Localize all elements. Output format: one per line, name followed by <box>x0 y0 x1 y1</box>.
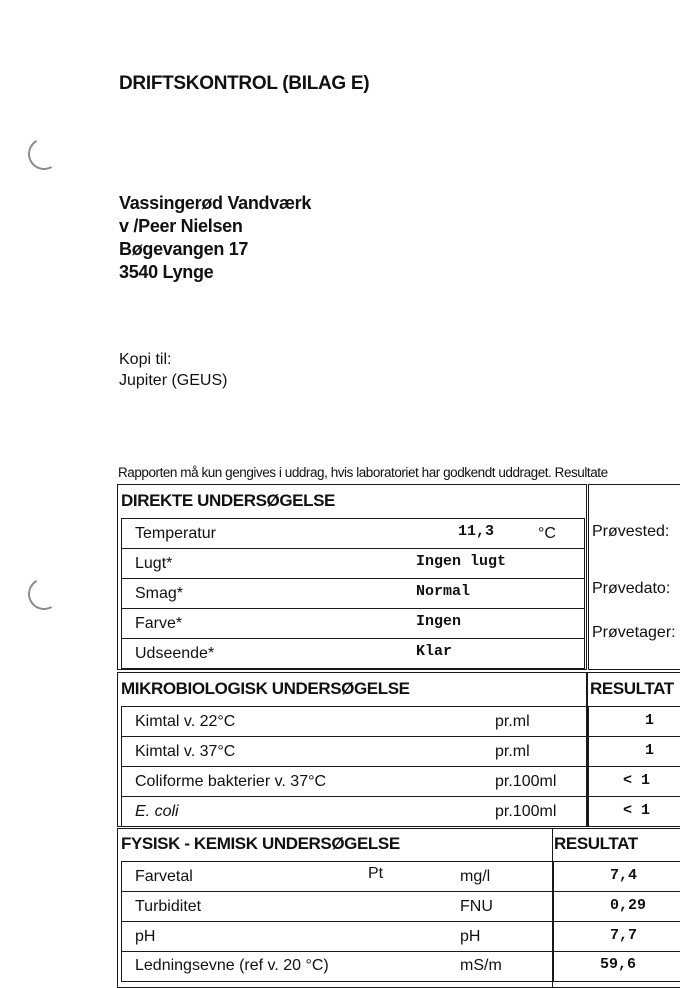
row-label: E. coli <box>135 803 179 820</box>
direkte-header: DIREKTE UNDERSØGELSE <box>121 491 335 510</box>
address-line-2: v /Peer Nielsen <box>119 216 243 236</box>
row-value: Ingen lugt <box>416 553 507 570</box>
row-unit: pH <box>460 928 481 945</box>
row-unit: mS/m <box>460 957 502 974</box>
fysisk-result-cell <box>553 951 680 982</box>
mikro-header: MIKROBIOLOGISK UNDERSØGELSE <box>121 679 410 698</box>
mikro-result-cell <box>588 736 680 767</box>
address-line-1: Vassingerød Vandværk <box>119 193 312 213</box>
reproduction-note: Rapporten må kun gengives i uddrag, hvis laboratoriet har godkendt uddraget. Resultate <box>118 465 608 480</box>
row-extra: Pt <box>368 865 384 882</box>
row-label: pH <box>135 928 156 945</box>
row-label: Farve* <box>135 615 183 632</box>
row-result: 1 <box>645 742 655 759</box>
row-label: Turbiditet <box>135 898 202 915</box>
sample-location-label: Prøvested: <box>592 523 670 540</box>
row-unit: FNU <box>460 898 493 915</box>
fysisk-header: FYSISK - KEMISK UNDERSØGELSE <box>121 834 400 853</box>
row-value: Klar <box>416 643 453 660</box>
fysisk-row-ph <box>121 921 553 952</box>
copy-recipient: Jupiter (GEUS) <box>119 372 228 389</box>
sample-taker-label: Prøvetager: <box>592 624 676 641</box>
row-value: 11,3 <box>458 523 495 540</box>
row-label: Udseende* <box>135 645 215 662</box>
row-result: 1 <box>645 712 655 729</box>
direkte-row-temperature <box>121 518 585 549</box>
row-unit: mg/l <box>460 868 491 885</box>
row-label: Temperatur <box>135 525 216 542</box>
row-result: 59,6 <box>600 956 637 973</box>
fysisk-result-cell <box>553 891 680 922</box>
row-label: Smag* <box>135 585 184 602</box>
fysisk-result-cell <box>553 861 680 892</box>
row-label: Kimtal v. 37°C <box>135 743 236 760</box>
row-label: Kimtal v. 22°C <box>135 713 236 730</box>
copy-label: Kopi til: <box>119 351 172 368</box>
punch-hole-top <box>24 134 63 173</box>
document-title: DRIFTSKONTROL (BILAG E) <box>119 73 370 94</box>
mikro-result-cell <box>588 706 680 737</box>
row-label: Lugt* <box>135 555 173 572</box>
row-result: < 1 <box>623 802 651 819</box>
sample-date-label: Prøvedato: <box>592 580 671 597</box>
fysisk-row-farvetal <box>121 861 553 892</box>
row-result: 7,4 <box>610 867 638 884</box>
mikro-result-cell <box>588 796 680 827</box>
mikro-row-coliforme <box>121 766 587 797</box>
mikro-row-ecoli <box>121 796 587 827</box>
mikro-result-cell <box>588 766 680 797</box>
mikro-row-kimtal-37 <box>121 736 587 767</box>
direkte-row-udseende <box>121 638 585 669</box>
sample-info-box <box>588 484 680 670</box>
row-unit: pr.100ml <box>495 803 557 820</box>
row-unit: °C <box>538 525 556 542</box>
punch-hole-bottom <box>24 574 63 613</box>
row-unit: pr.ml <box>495 743 530 760</box>
fysisk-row-ledningsevne <box>121 951 553 982</box>
row-value: Normal <box>416 583 471 600</box>
row-label: Farvetal <box>135 868 193 885</box>
row-label: Ledningsevne (ref v. 20 °C) <box>135 957 329 974</box>
row-result: < 1 <box>623 772 651 789</box>
row-unit: pr.ml <box>495 713 530 730</box>
fysisk-result-header: RESULTAT <box>554 834 638 853</box>
fysisk-row-turbiditet <box>121 891 553 922</box>
direkte-row-lugt <box>121 548 585 579</box>
row-value: Ingen <box>416 613 462 630</box>
address-line-3: Bøgevangen 17 <box>119 239 249 259</box>
row-result: 7,7 <box>610 927 638 944</box>
address-line-4: 3540 Lynge <box>119 262 214 282</box>
row-unit: pr.100ml <box>495 773 557 790</box>
mikro-row-kimtal-22 <box>121 706 587 737</box>
row-label: Coliforme bakterier v. 37°C <box>135 773 327 790</box>
fysisk-result-cell <box>553 921 680 952</box>
row-result: 0,29 <box>610 897 647 914</box>
direkte-row-farve <box>121 608 585 639</box>
direkte-row-smag <box>121 578 585 609</box>
mikro-result-header: RESULTAT <box>590 679 674 698</box>
